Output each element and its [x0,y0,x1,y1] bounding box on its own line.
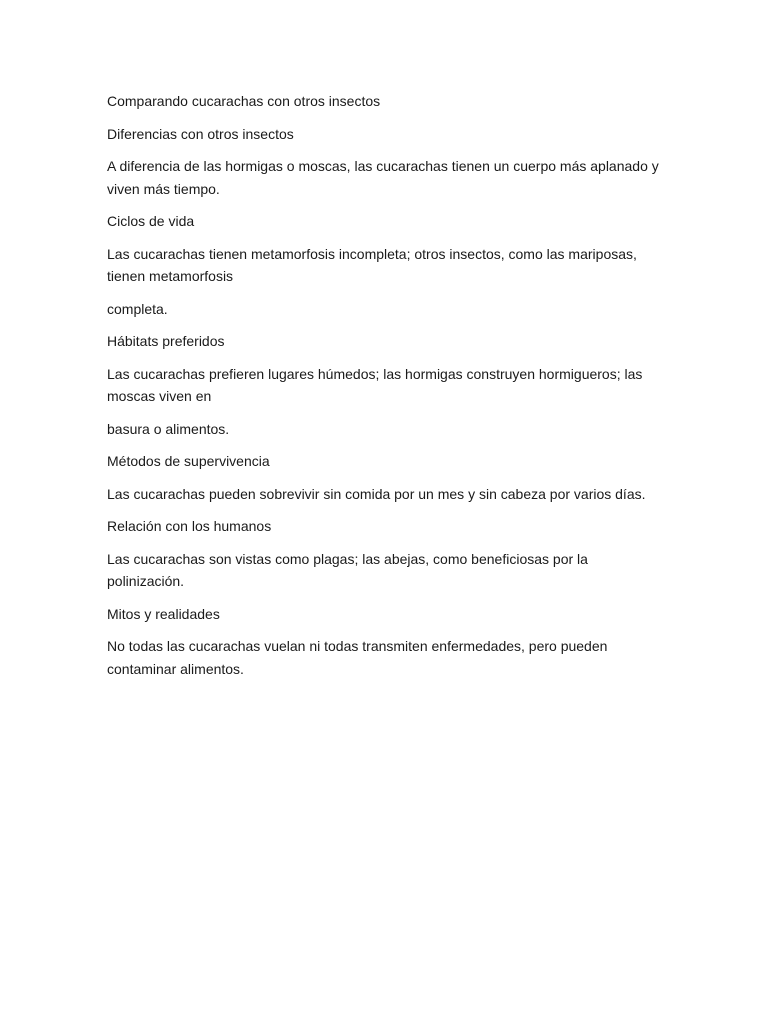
paragraph-life-cycles-continued: completa. [107,300,168,317]
paragraph-habitats-continued: basura o alimentos. [107,420,230,437]
paragraph-myths: No todas las cucarachas vuelan ni todas transmiten enfermedades, pero pueden contaminar alimentos. [107,638,608,677]
paragraph-differences: A diferencia de las hormigas o moscas, las cucarachas tienen un cuerpo más aplanado y viven más tiempo. [107,158,659,197]
document-title: Comparando cucarachas con otros insectos [107,93,381,109]
document-body [107,90,667,690]
section-heading-myths: Mitos y realidades [107,605,220,622]
section-heading-habitats: Hábitats preferidos [107,333,225,349]
section-heading-survival: Métodos de supervivencia [107,453,270,469]
paragraph-survival: Las cucarachas pueden sobrevivir sin comida por un mes y sin cabeza por varios días. [107,485,646,502]
section-heading-humans: Relación con los humanos [107,518,272,534]
section-heading-differences: Diferencias con otros insectos [107,125,294,142]
paragraph-life-cycles: Las cucarachas tienen metamorfosis incompleta; otros insectos, como las mariposas, tienen metamorfosis [107,245,637,284]
section-heading-life-cycles: Ciclos de vida [107,213,195,229]
paragraph-habitats: Las cucarachas prefieren lugares húmedos; las hormigas construyen hormigueros; las moscas viven en [107,365,643,404]
paragraph-humans: Las cucarachas son vistas como plagas; las abejas, como beneficiosas por la polinización. [107,550,588,589]
